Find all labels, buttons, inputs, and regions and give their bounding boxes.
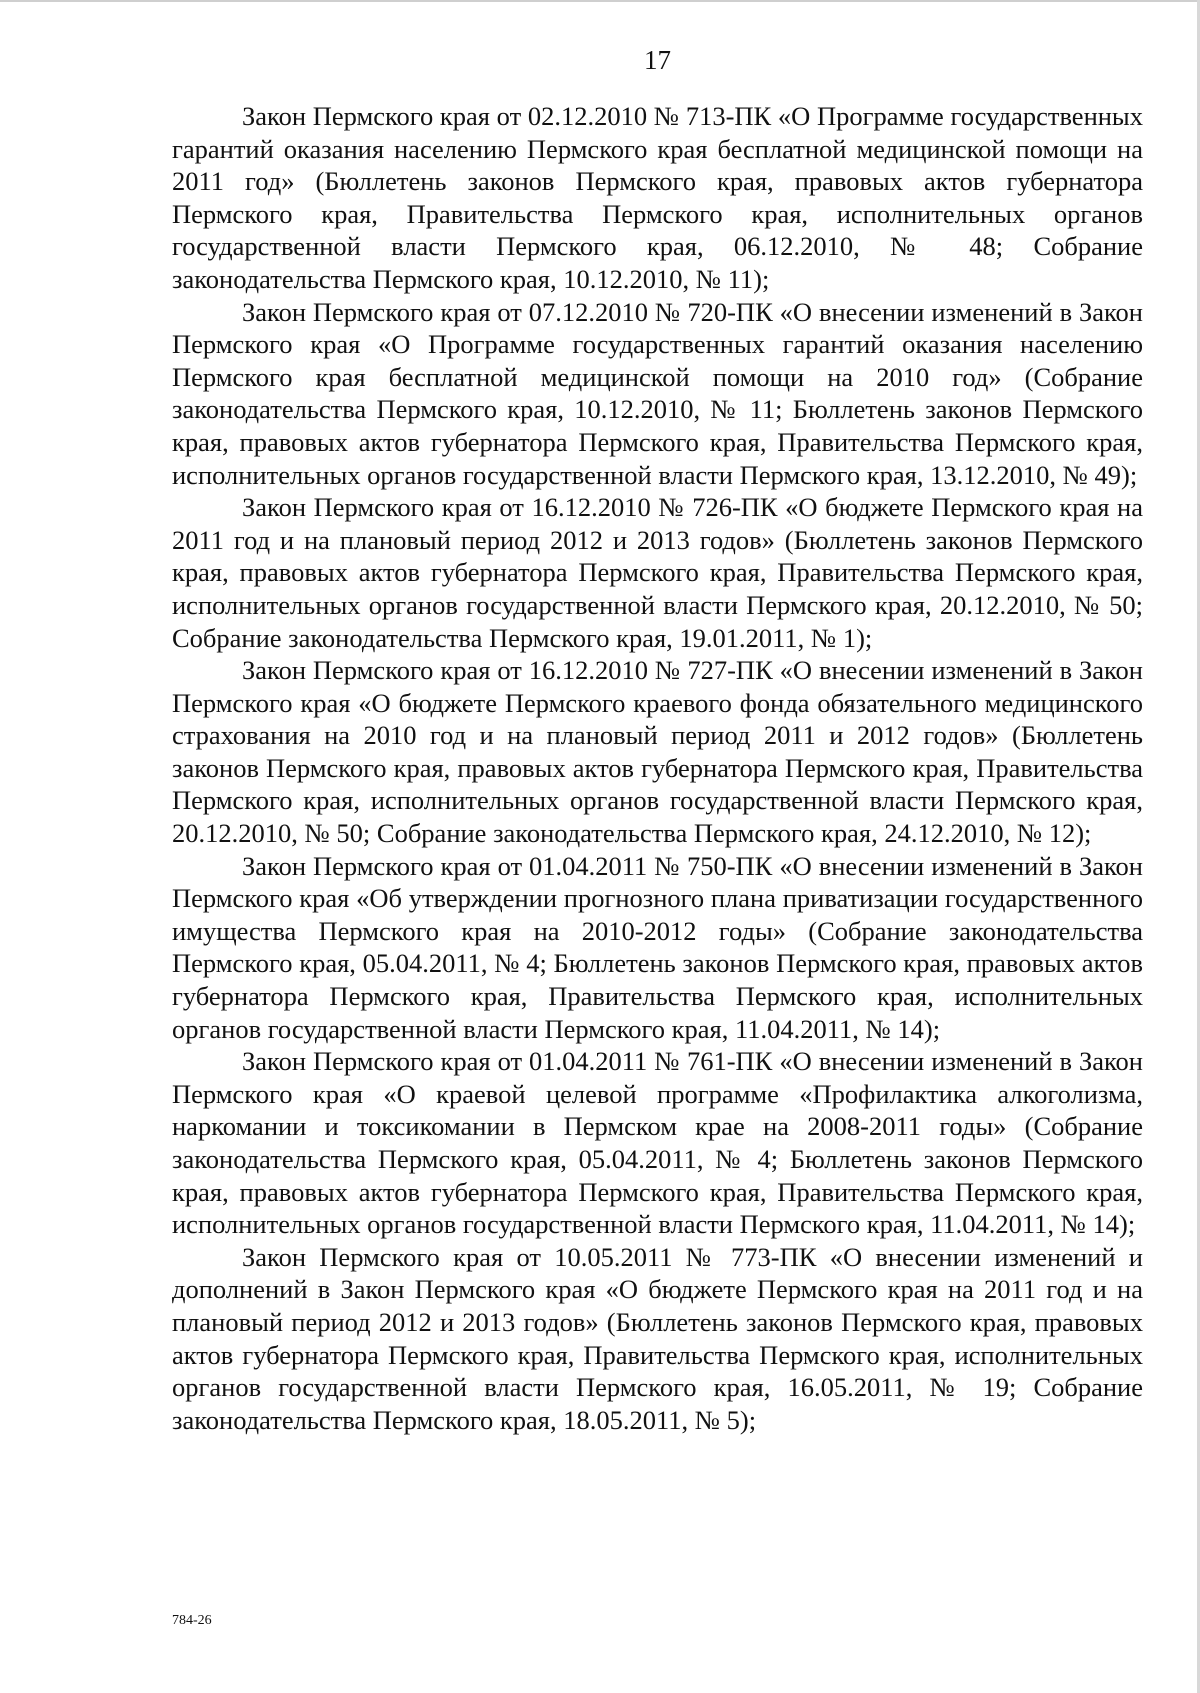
page-number: 17 — [644, 45, 671, 75]
law-reference-paragraph: Закон Пермского края от 01.04.2011 № 750-ПК «О внесении изменений в Закон Пермского края «Об утверждении прогнозного плана приватизации государственного имущества Пермского края на 2010-2012 годы» (Собрание законодательства Пермского края, 05.04.2011, № 4; Бюллетень законов Пермского края, правовых актов губернатора Пермского края, Правительства Пермского края, исполнительных органов государственной власти Пермского края, 11.04.2011, № 14); — [172, 850, 1143, 1044]
document-code: 784-26 — [172, 1613, 212, 1628]
law-reference-paragraph: Закон Пермского края от 01.04.2011 № 761-ПК «О внесении изменений в Закон Пермского края «О краевой целевой программе «Профилактика алкоголизма, наркомании и токсикомании в Пермском крае на 2008-2011 годы» (Собрание законодательства Пермского края, 05.04.2011, № 4; Бюллетень законов Пермского края, правовых актов губернатора Пермского края, Правительства Пермского края, исполнительных органов государственной власти Пермского края, 11.04.2011, № 14); — [172, 1046, 1143, 1240]
document-body — [172, 100, 1143, 1436]
law-reference-paragraph: Закон Пермского края от 07.12.2010 № 720-ПК «О внесении изменений в Закон Пермского края «О Программе государственных гарантий оказания населению Пермского края бесплатной медицинской помощи на 2010 год» (Собрание законодательства Пермского края, 10.12.2010, № 11; Бюллетень законов Пермского края, правовых актов губернатора Пермского края, Правительства Пермского края, исполнительных органов государственной власти Пермского края, 13.12.2010, № 49); — [172, 296, 1143, 490]
law-reference-paragraph: Закон Пермского края от 02.12.2010 № 713-ПК «О Программе государственных гарантий оказания населению Пермского края бесплатной медицинской помощи на 2011 год» (Бюллетень законов Пермского края, правовых актов губернатора Пермского края, Правительства Пермского края, исполнительных органов государственной власти Пермского края, 06.12.2010, № 48; Собрание законодательства Пермского края, 10.12.2010, № 11); — [172, 101, 1143, 294]
law-reference-paragraph: Закон Пермского края от 16.12.2010 № 727-ПК «О внесении изменений в Закон Пермского края «О бюджете Пермского краевого фонда обязательного медицинского страхования на 2010 год и на плановый период 2011 и 2012 годов» (Бюллетень законов Пермского края, правовых актов губернатора Пермского края, Правительства Пермского края, исполнительных органов государственной власти Пермского края, 20.12.2010, № 50; Собрание законодательства Пермского края, 24.12.2010, № 12); — [172, 655, 1143, 849]
scan-edge-top — [0, 0, 1200, 2]
law-reference-paragraph: Закон Пермского края от 16.12.2010 № 726-ПК «О бюджете Пермского края на 2011 год и на плановый период 2012 и 2013 годов» (Бюллетень законов Пермского края, правовых актов губернатора Пермского края, Правительства Пермского края, исполнительных органов государственной власти Пермского края, 20.12.2010, № 50; Собрание законодательства Пермского края, 19.01.2011, № 1); — [172, 492, 1143, 653]
law-reference-paragraph: Закон Пермского края от 10.05.2011 № 773-ПК «О внесении изменений и дополнений в Закон Пермского края «О бюджете Пермского края на 2011 год и на плановый период 2012 и 2013 годов» (Бюллетень законов Пермского края, правовых актов губернатора Пермского края, Правительства Пермского края, исполнительных органов государственной власти Пермского края, 16.05.2011, № 19; Собрание законодательства Пермского края, 18.05.2011, № 5); — [172, 1241, 1143, 1435]
